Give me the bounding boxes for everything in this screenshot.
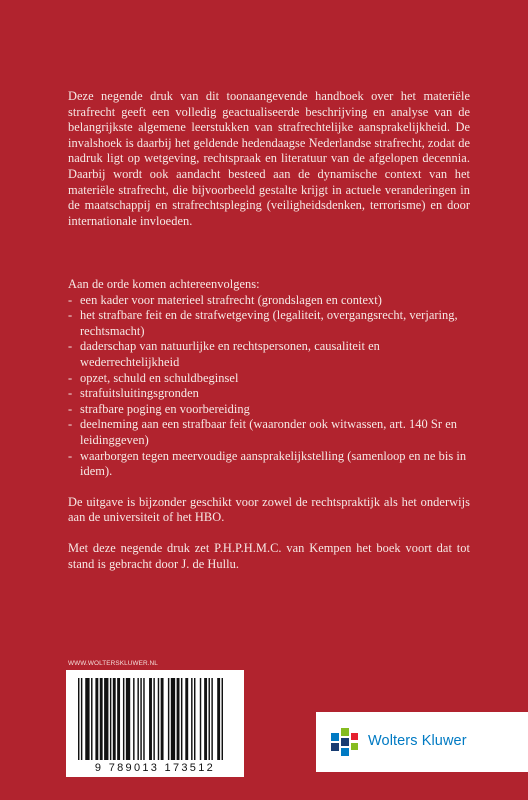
publisher-logo-box [316,712,528,772]
publisher-name: Wolters Kluwer [368,733,467,749]
audience-paragraph: De uitgave is bijzonder geschikt voor zowel de rechtspraktijk als het onderwijs aan de universiteit of het HBO. [68,494,470,525]
topics-list [68,293,470,480]
topic-item: - strafuitsluitingsgronden [68,386,470,402]
blurb-text [68,89,470,572]
authors-paragraph: Met deze negende druk zet P.H.P.H.M.C. van Kempen het boek voort dat tot stand is gebracht door J. de Hullu. [68,540,470,571]
topics-intro: Aan de orde komen achtereenvolgens: [68,277,260,291]
topic-item: - waarborgen tegen meervoudige aansprakelijkstelling (samenloop en ne bis in idem). [68,449,470,480]
intro-paragraph: Deze negende druk van dit toonaangevende handboek over het materiële strafrecht geeft een volledig geactualiseerde beschrijving en analyse van de belangrijkste algemene leerstukken van strafrechtelijke aansprakelijkheid. De invalshoek is daarbij het geldende hedendaagse Nederlandse strafrecht, zodat de nadruk ligt op wetgeving, rechtspraak en literatuur van de afgelopen decennia. Daarbij wordt ook aandacht besteed aan de dynamische context van het materiële strafrecht, die bijvoorbeeld gestalte krijgt in actuele veranderingen in de maatschappij en strafrechtspleging (veiligheidsdenken, terrorisme) en door internationale invloeden. [68,89,470,228]
topic-item: - het strafbare feit en de strafwetgeving (legaliteit, overgangsrecht, verjaring, rechtsmacht) [68,308,470,339]
topic-item: - strafbare poging en voorbereiding [68,402,470,418]
topic-item: - een kader voor materieel strafrecht (grondslagen en context) [68,293,470,309]
isbn-number: 9 789013 173512 [94,762,216,774]
topic-item: - daderschap van natuurlijke en rechtspersonen, causaliteit en wederrechtelijkheid [68,339,470,370]
isbn-barcode [66,670,244,777]
barcode-bars [66,670,244,766]
wolters-kluwer-logo-icon [330,727,360,757]
topic-item: - opzet, schuld en schuldbeginsel [68,371,470,387]
topic-item: - deelneming aan een strafbaar feit (waaronder ook witwassen, art. 140 Sr en leidinggeven) [68,417,470,448]
website-url: WWW.WOLTERSKLUWER.NL [68,660,158,667]
